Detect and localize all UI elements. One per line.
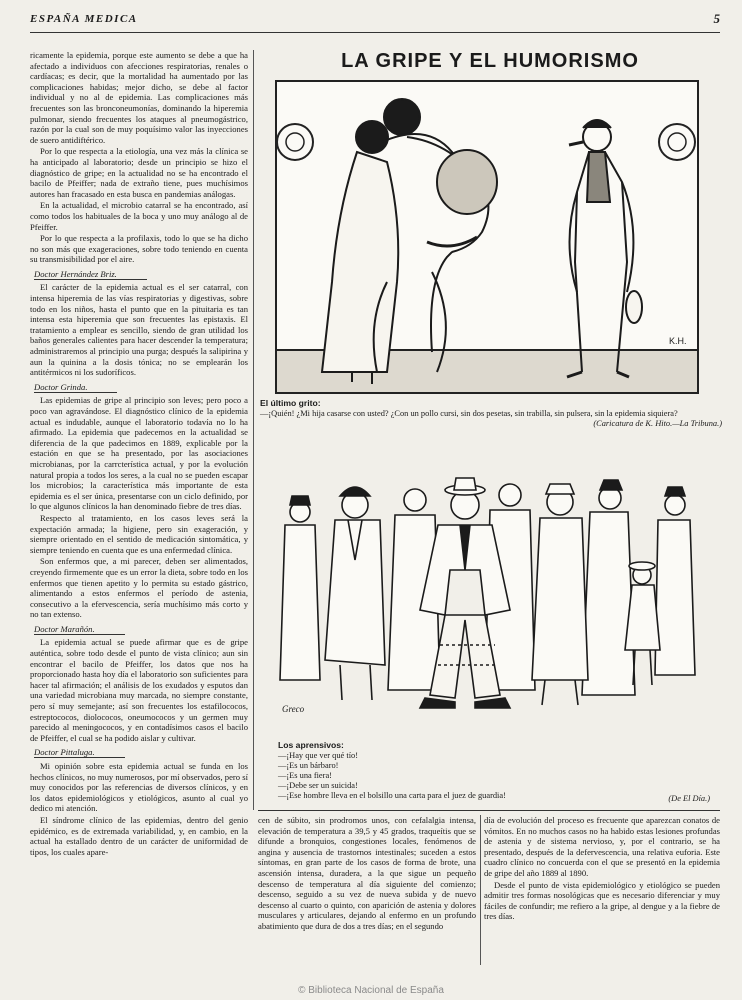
paragraph: La epidemia actual se puede afirmar que es de gripe auténtica, sobre todo desde el punto de vista clínico; aun sin encontrar el bacilo de Pfeiffer, los datos que nos ha proporcionado hasta hoy día el laboratorio son suficientes para hacer tal afirmación; el análisis de los exudados y esputos dan una variedad microbiana muy marcada, no siempre constante, pero sí muy semejante; así son frecuentes los estafilococos, estreptococos, diolococos, oneumococos y un germen muy parecido al meningococos, y en contadísimos casos el bacilo de Pfeiffer, el cual se ha podido aislar y cultivar. <box>30 637 248 743</box>
section-headline: LA GRIPE Y EL HUMORISMO <box>341 50 639 72</box>
author-signature: Doctor Pittaluga. <box>30 747 248 758</box>
column-rule <box>253 50 254 810</box>
page-number: 5 <box>713 11 720 26</box>
artist-signature: Greco <box>282 704 305 714</box>
paragraph: Las epidemias de gripe al principio son leves; pero poco a poco van agravándose. El diagnóstico clínico de la epidemia actual es indudable, aunque el laboratorio todavía no lo ha afirmado. La epidemia que padecemos en la actualidad se diferencia de la que padecimos en 1889, explicable por la estación en que se ha presentado, por las asociaciones microbianas, por la carrcterística actual, y por la evolución natural propia a todos los seres, a la cual no se pueden escapar los microbios; la característica más importante de esta epidemia es el ser única, presentarse con un ciclo definido, por lo que algunos clínicos la han denominado fiebre de tres días. <box>30 395 248 512</box>
caption-credit: (Caricatura de K. Hito.—La Tribuna.) <box>593 419 722 428</box>
caption-title: El último grito: <box>260 398 321 408</box>
right-column <box>484 815 720 923</box>
cartoon2-credit: (De El Día.) <box>668 794 710 803</box>
cartoon-drawing <box>270 450 708 730</box>
caption-line: —¡Es un bárbaro! <box>278 761 339 770</box>
caption-text: —¡Quién! ¿Mi hija casarse con usted? ¿Con un pollo cursi, sin dos pesetas, sin trabilla, sin pulsera, sin la epidemia siquiera? <box>260 409 678 418</box>
cartoon-los-aprensivos <box>270 450 708 730</box>
paragraph: Son enfermos que, a mi parecer, deben ser alimentados, creyendo firmemente que es un error la dieta, sobre todo en los enfermos que tienen apetito y lo permita su estado gástrico, alimentando a estos enfermos el período de astenia, consecutivo a la efervescencia, sería muchísimo más corto y no tan extenso. <box>30 556 248 620</box>
author-signature: Doctor Grinda. <box>30 382 248 393</box>
paragraph: Mi opinión sobre esta epidemia actual se funda en los hechos clínicos, no muy numerosos, por mí observados, pero sí muy conocidos por las referencias de diversos clínicos, y en los datos epidemiológicos y etiológicos, asunto al cual yo dedico mi atención. <box>30 761 248 814</box>
journal-title: ESPAÑA MEDICA <box>30 13 138 25</box>
paragraph: Desde el punto de vista epidemiológico y etiológico se pueden admitir tres formas nosológicas que es necesario diferenciar y muy fáciles de confundir; me refiero a la gripe, al dengue y a la fiebre de tres días. <box>484 879 720 922</box>
paragraph: El síndrome clínico de las epidemias, dentro del genio epidémico, es de extremada variabilidad, y, en cambio, en la actual ha estallado dentro de un carácter de uniformidad de tipos, los cuales apare- <box>30 814 248 857</box>
library-footer: © Biblioteca Nacional de España <box>298 985 444 996</box>
paragraph: En la actualidad, el microbio catarral se ha encontrado, así como todos los habituales de la boca y uno muy análogo al de Pfeiffer. <box>30 200 248 232</box>
caption-line: —¡Hay que ver qué tío! <box>278 751 359 760</box>
paragraph: día de evolución del proceso es frecuente que aparezcan conatos de vómitos. En no muchos casos no ha habido estas lesiones profundas de astenia y de sistema nervioso, y, por el contrario, se ha presentado, después de la defervescencia, una relativa euforia. Este cuadro clínico no concuerda con el que se presentó en la epidemia de gripe del año 1889 al 1890. <box>484 815 720 878</box>
running-head <box>30 10 720 33</box>
cartoon2-caption <box>278 740 658 801</box>
author-signature: Doctor Hernández Briz. <box>30 269 248 280</box>
cartoon1-caption <box>260 398 722 429</box>
caption-line: —¡Ese hombre lleva en el bolsillo una carta para el juez de guardia! <box>278 791 506 800</box>
middle-column <box>258 815 476 933</box>
left-column <box>30 50 248 858</box>
section-rule <box>258 810 720 811</box>
paragraph: Por lo que respecta a la profilaxis, todo lo que se ha dicho no son más que exageraciones, sobre todo teniendo en cuenta su transmisibilidad por el aire. <box>30 233 248 265</box>
artist-signature: K.H. <box>669 336 687 346</box>
paragraph: ricamente la epidemia, porque este aumento se debe a que ha afectado a individuos con afecciones respiratorias, renales o cardíacas; es decir, que la mortalidad ha aumentado por las complicaciones habidas; mejor dicho, se debe al factor individual y no al de epidemia. Las complicaciones más frecuentes son las bronconeumonías, dominando la hiperemia pulmonar, siendo frecuentes los ataques al pneumogástrico, razón por la cual son de muy poquísimo valor las inyecciones de suero antidiftérico. <box>30 50 248 145</box>
caption-title: Los aprensivos: <box>278 740 344 750</box>
caption-line: —¡Debe ser un suicida! <box>278 781 358 790</box>
column-rule <box>480 815 481 965</box>
paragraph: El carácter de la epidemia actual es el ser catarral, con intensa hiperemia de las vías respiratorias y digestivas, sobre todo en los niños, hasta el punto que en la pituitaria es tan intensa esta hiperemia que son frecuentes las epistaxis. El tratamiento a emplear es sencillo, siendo de gran utilidad los baños generales calientes para hacer descender la temperatura; administraremos al principio una purga; después la salipirina y aun la quinina a la dosis tónica; no se emplearán los antitérmicos ni los sudoríficos. <box>30 282 248 378</box>
paragraph: Por lo que respecta a la etiología, una vez más la clínica se ha anticipado al laboratorio; desde un principio se hizo el diagnóstico de gripe; en la actualidad no se ha encontrado el bacilo de Pfeiffer; nada de extraño tiene, pues muchísimos autores han fracasado en esta busca en pandemias análogas. <box>30 146 248 199</box>
cartoon-drawing <box>277 82 697 392</box>
paragraph: Respecto al tratamiento, en los casos leves será la expectación armada; la higiene, pero sin exageración, y siempre orientado en el sentido de medicación sintomática, y siempre teniendo en cuenta que es una enfermedad clínica. <box>30 512 248 555</box>
caption-line: —¡Es una fiera! <box>278 771 332 780</box>
paragraph: cen de súbito, sin prodromos unos, con cefalalgia intensa, elevación de temperatura a 39,5 y 45 grados, traqueítis que se difunde a bronquios, congestiones locales, fenómenos de angina y ausencia de trastornos intestinales; suceden a estos síntomas, en gran parte de los casos de forma de brote, una ascensión intensa, duradera, a la que sigue un pequeño descenso de temperatura al día siguiente del comienzo; descenso, seguido a su vez de nueva subida y de nuevo descenso al cuarto o quinto, con aparición de astenia y dolores musculares y articulares, dejando al enfermo en un profundo abatimiento que dura de dos a tres días; en el segundo <box>258 815 476 931</box>
cartoon-el-ultimo-grito <box>275 80 699 394</box>
author-signature: Doctor Marañón. <box>30 624 248 635</box>
